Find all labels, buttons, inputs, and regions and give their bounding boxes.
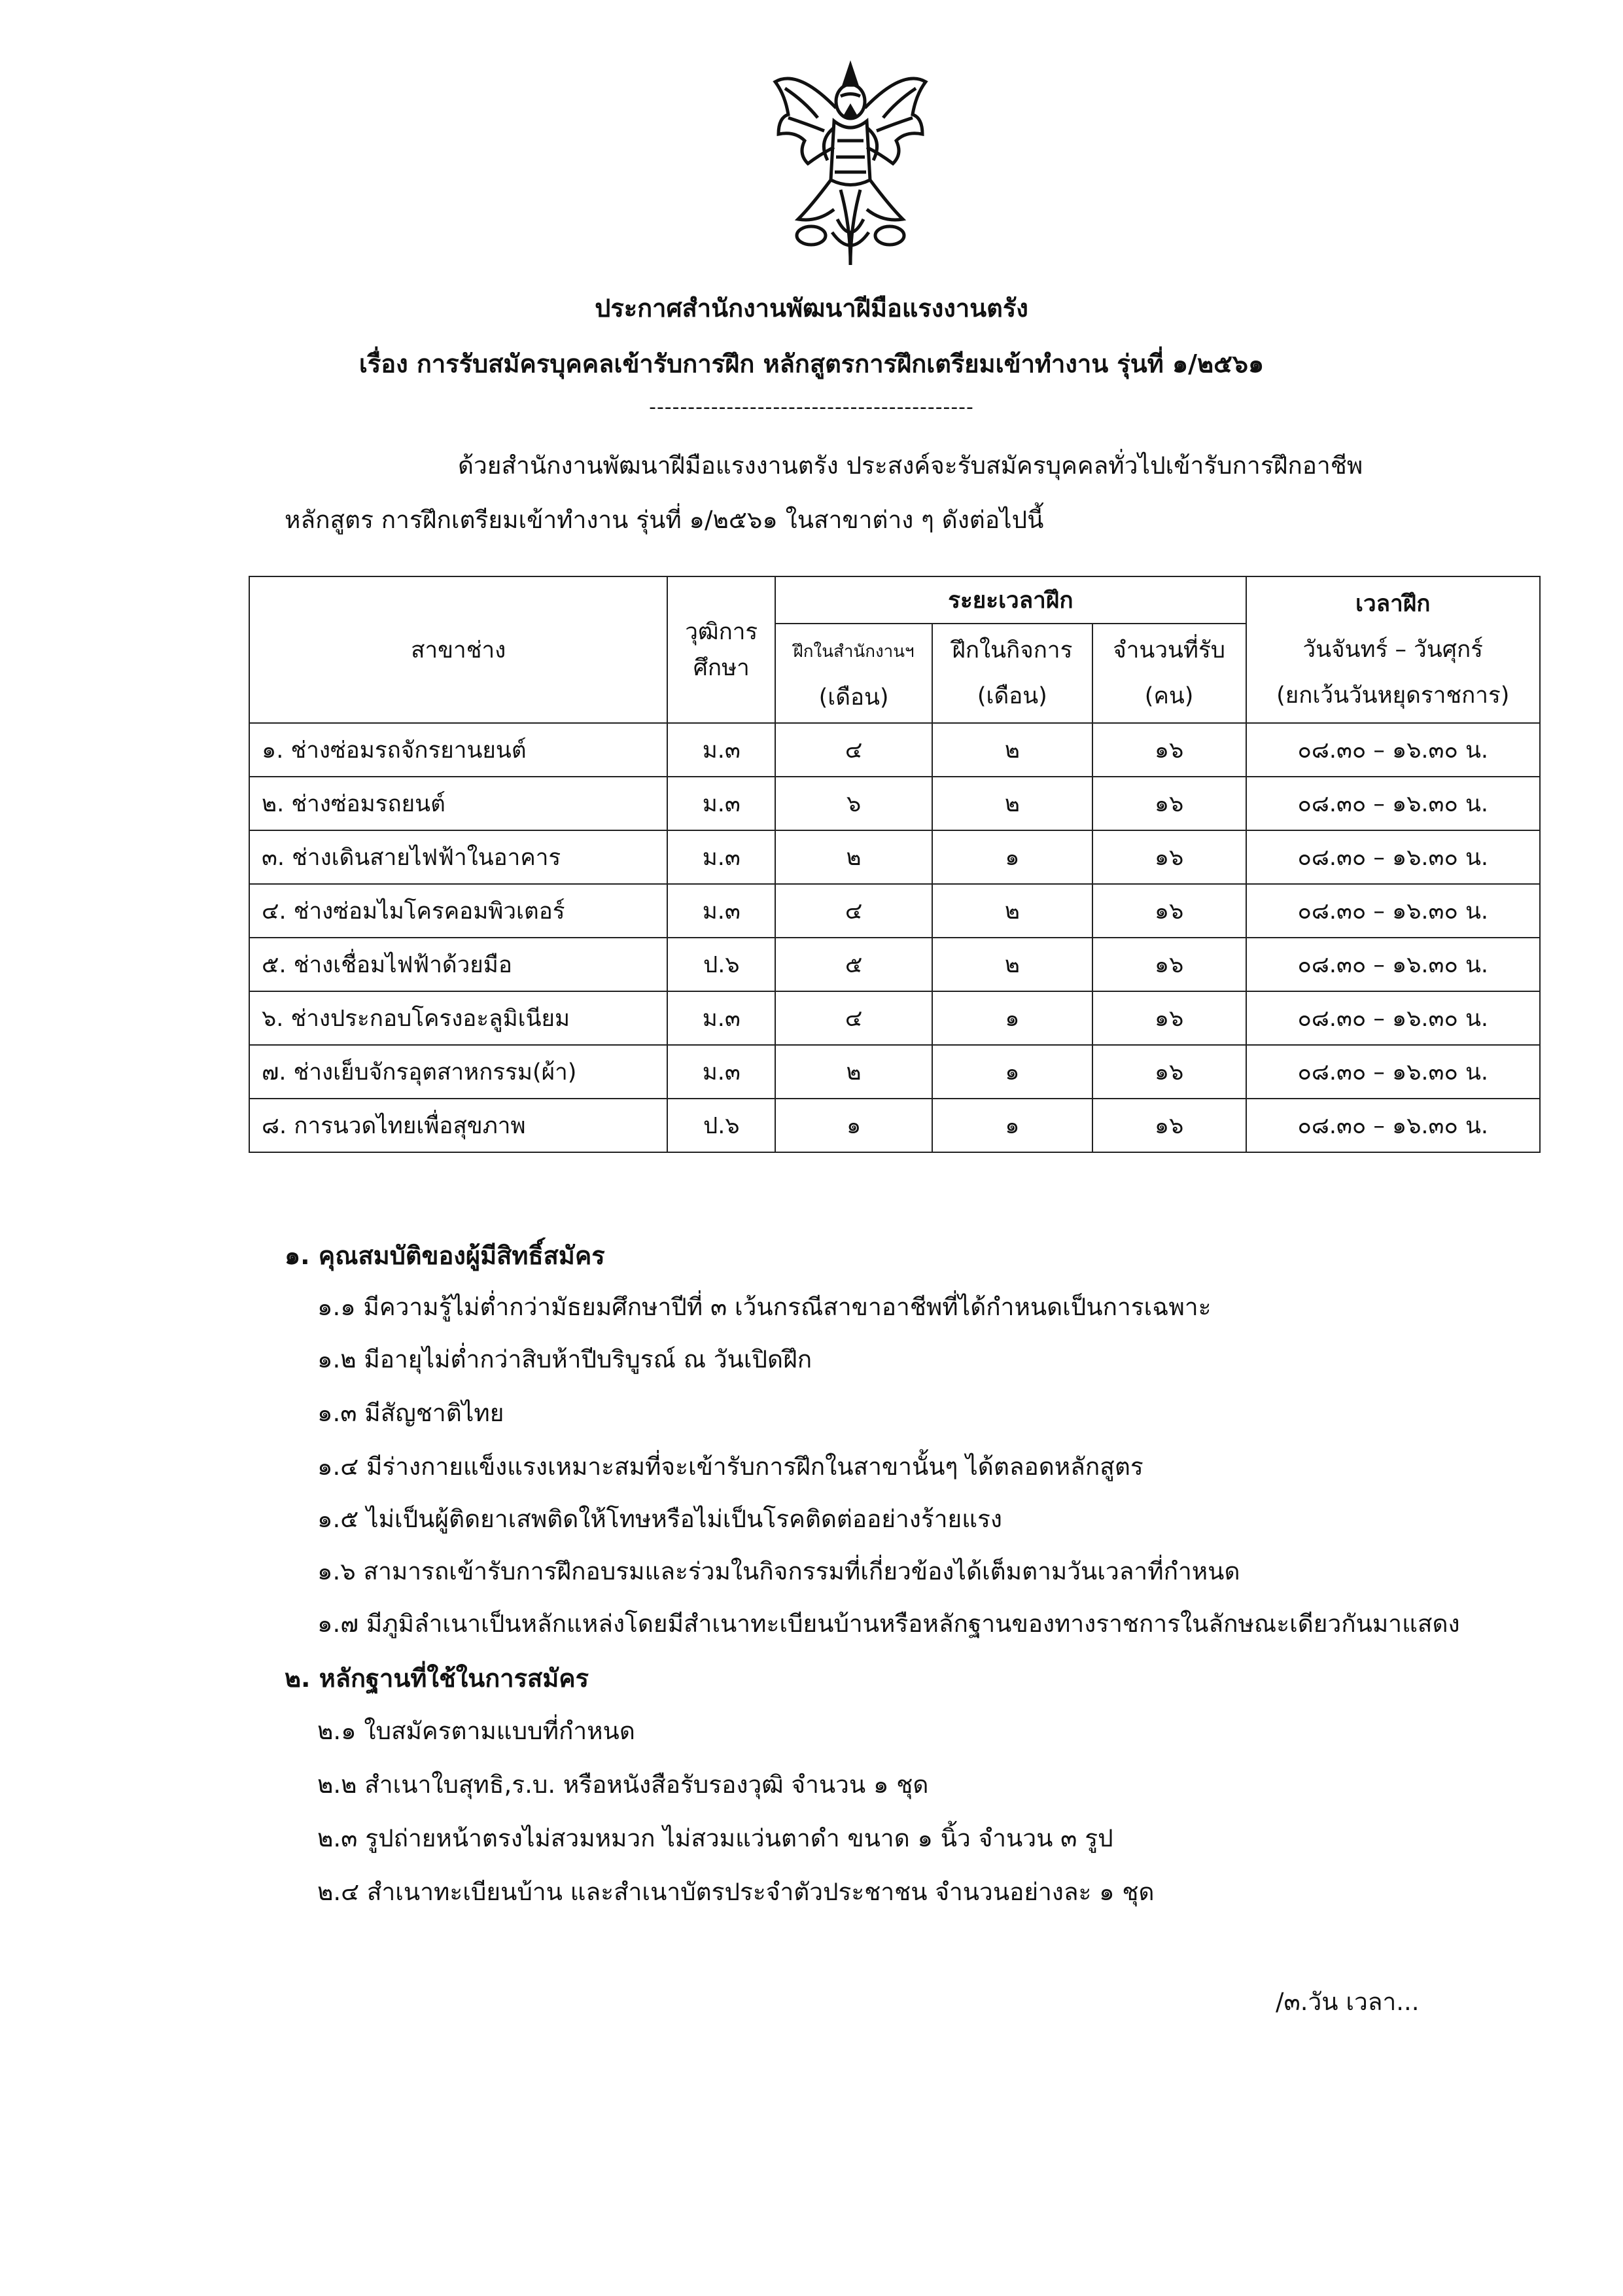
cell-office-months: ๒ (775, 830, 932, 884)
announcement-title: ประกาศสำนักงานพัฒนาฝีมือแรงงานตรัง (595, 294, 1028, 323)
cell-company-months: ๒ (932, 938, 1092, 991)
cell-branch: ๑. ช่างซ่อมรถจักรยานยนต์ (249, 723, 667, 777)
document-item: ๒.๑ ใบสมัครตามแบบที่กำหนด (317, 1717, 635, 1745)
cell-seats: ๑๖ (1092, 830, 1246, 884)
cell-education: ป.๖ (667, 1099, 775, 1152)
header-education-line2: ศึกษา (693, 655, 750, 681)
qualification-item: ๑.๔ มีร่างกายแข็งแรงเหมาะสมที่จะเข้ารับการฝึกในสาขานั้นๆ ได้ตลอดหลักสูตร (317, 1453, 1143, 1481)
continuation-note: /๓.วัน เวลา... (1276, 1988, 1420, 2016)
header-office-training (775, 624, 932, 723)
separator-line: ------------------------------------------ (649, 396, 974, 419)
cell-time: ๐๘.๓๐ – ๑๖.๓๐ น. (1246, 777, 1540, 830)
cell-branch: ๖. ช่างประกอบโครงอะลูมิเนียม (249, 991, 667, 1045)
header-training-time (1246, 576, 1540, 723)
header-time-line3: (ยกเว้นวันหยุดราชการ) (1276, 682, 1510, 709)
cell-branch: ๔. ช่างซ่อมไมโครคอมพิวเตอร์ (249, 884, 667, 938)
qualification-item: ๑.๒ มีอายุไม่ต่ำกว่าสิบห้าปีบริบูรณ์ ณ วันเปิดฝึก (317, 1345, 812, 1373)
cell-education: ม.๓ (667, 723, 775, 777)
garuda-emblem (759, 56, 942, 278)
section-qualifications-heading: ๑. คุณสมบัติของผู้มีสิทธิ์สมัคร (285, 1241, 605, 1270)
intro-line-1: ด้วยสำนักงานพัฒนาฝีมือแรงงานตรัง ประสงค์จะรับสมัครบุคคลทั่วไปเข้ารับการฝึกอาชีพ (458, 451, 1363, 480)
cell-time: ๐๘.๓๐ – ๑๖.๓๐ น. (1246, 884, 1540, 938)
header-education (667, 576, 775, 723)
intro-line-2: หลักสูตร การฝึกเตรียมเข้าทำงาน รุ่นที่ ๑/๒๕๖๑ ในสาขาต่าง ๆ ดังต่อไปนี้ (285, 506, 1044, 534)
cell-seats: ๑๖ (1092, 884, 1246, 938)
header-company-training (932, 624, 1092, 723)
cell-office-months: ๕ (775, 938, 932, 991)
header-branch: สาขาช่าง (249, 576, 667, 723)
table-row (249, 777, 1540, 830)
cell-office-months: ๔ (775, 884, 932, 938)
document-item: ๒.๔ สำเนาทะเบียนบ้าน และสำเนาบัตรประจำตัวประชาชน จำนวนอย่างละ ๑ ชุด (317, 1878, 1155, 1906)
qualification-item: ๑.๖ สามารถเข้ารับการฝึกอบรมและร่วมในกิจกรรมที่เกี่ยวข้องได้เต็มตามวันเวลาที่กำหนด (317, 1557, 1240, 1585)
header-office-line1: ฝึกในสำนักงานฯ (793, 641, 915, 662)
header-company-line1: ฝึกในกิจการ (952, 637, 1073, 663)
cell-company-months: ๒ (932, 884, 1092, 938)
table-row (249, 884, 1540, 938)
table-row (249, 1045, 1540, 1099)
cell-education: ม.๓ (667, 884, 775, 938)
announcement-subject: เรื่อง การรับสมัครบุคคลเข้ารับการฝึก หลักสูตรการฝึกเตรียมเข้าทำงาน รุ่นที่ ๑/๒๕๖๑ (358, 349, 1265, 378)
cell-branch: ๗. ช่างเย็บจักรอุตสาหกรรม(ผ้า) (249, 1045, 667, 1099)
cell-education: ม.๓ (667, 830, 775, 884)
cell-education: ม.๓ (667, 777, 775, 830)
header-seats (1092, 624, 1246, 723)
cell-education: ม.๓ (667, 1045, 775, 1099)
header-seats-line1: จำนวนที่รับ (1113, 637, 1225, 663)
header-duration-group: ระยะเวลาฝึก (775, 576, 1246, 624)
qualification-item: ๑.๕ ไม่เป็นผู้ติดยาเสพติดให้โทษหรือไม่เป็นโรคติดต่ออย่างร้ายแรง (317, 1505, 1002, 1533)
table-row (249, 1099, 1540, 1152)
cell-company-months: ๒ (932, 723, 1092, 777)
table-row (249, 991, 1540, 1045)
table-row (249, 938, 1540, 991)
cell-time: ๐๘.๓๐ – ๑๖.๓๐ น. (1246, 830, 1540, 884)
qualification-item: ๑.๗ มีภูมิลำเนาเป็นหลักแหล่งโดยมีสำเนาทะเบียนบ้านหรือหลักฐานของทางราชการในลักษณะเดียวกันมาแสดง (317, 1610, 1460, 1638)
cell-education: ม.๓ (667, 991, 775, 1045)
header-company-line2: (เดือน) (977, 683, 1047, 709)
cell-company-months: ๒ (932, 777, 1092, 830)
cell-office-months: ๑ (775, 1099, 932, 1152)
cell-company-months: ๑ (932, 991, 1092, 1045)
cell-branch: ๒. ช่างซ่อมรถยนต์ (249, 777, 667, 830)
cell-seats: ๑๖ (1092, 1045, 1246, 1099)
cell-time: ๐๘.๓๐ – ๑๖.๓๐ น. (1246, 723, 1540, 777)
cell-time: ๐๘.๓๐ – ๑๖.๓๐ น. (1246, 1099, 1540, 1152)
header-office-line2: (เดือน) (818, 684, 889, 711)
cell-company-months: ๑ (932, 1045, 1092, 1099)
cell-seats: ๑๖ (1092, 723, 1246, 777)
section-documents-heading: ๒. หลักฐานที่ใช้ในการสมัคร (285, 1664, 589, 1693)
cell-education: ป.๖ (667, 938, 775, 991)
header-time-line1: เวลาฝึก (1355, 591, 1431, 617)
cell-company-months: ๑ (932, 830, 1092, 884)
cell-seats: ๑๖ (1092, 1099, 1246, 1152)
qualification-item: ๑.๑ มีความรู้ไม่ต่ำกว่ามัธยมศึกษาปีที่ ๓ เว้นกรณีสาขาอาชีพที่ได้กำหนดเป็นการเฉพาะ (317, 1293, 1212, 1321)
cell-office-months: ๔ (775, 991, 932, 1045)
qualification-item: ๑.๓ มีสัญชาติไทย (317, 1399, 504, 1427)
cell-time: ๐๘.๓๐ – ๑๖.๓๐ น. (1246, 1045, 1540, 1099)
cell-branch: ๘. การนวดไทยเพื่อสุขภาพ (249, 1099, 667, 1152)
cell-branch: ๓. ช่างเดินสายไฟฟ้าในอาคาร (249, 830, 667, 884)
table-row (249, 723, 1540, 777)
header-seats-line2: (คน) (1144, 683, 1194, 709)
document-item: ๒.๒ สำเนาใบสุทธิ,ร.บ. หรือหนังสือรับรองวุฒิ จำนวน ๑ ชุด (317, 1771, 929, 1799)
cell-seats: ๑๖ (1092, 991, 1246, 1045)
cell-office-months: ๖ (775, 777, 932, 830)
header-education-line1: วุฒิการ (685, 619, 758, 645)
cell-branch: ๕. ช่างเชื่อมไฟฟ้าด้วยมือ (249, 938, 667, 991)
cell-seats: ๑๖ (1092, 777, 1246, 830)
cell-time: ๐๘.๓๐ – ๑๖.๓๐ น. (1246, 991, 1540, 1045)
cell-time: ๐๘.๓๐ – ๑๖.๓๐ น. (1246, 938, 1540, 991)
cell-office-months: ๔ (775, 723, 932, 777)
training-table (249, 576, 1541, 1153)
table-row (249, 830, 1540, 884)
header-time-line2: วันจันทร์ – วันศุกร์ (1302, 637, 1483, 663)
cell-company-months: ๑ (932, 1099, 1092, 1152)
cell-office-months: ๒ (775, 1045, 932, 1099)
cell-seats: ๑๖ (1092, 938, 1246, 991)
document-item: ๒.๓ รูปถ่ายหน้าตรงไม่สวมหมวก ไม่สวมแว่นตาดำ ขนาด ๑ นิ้ว จำนวน ๓ รูป (317, 1824, 1113, 1852)
